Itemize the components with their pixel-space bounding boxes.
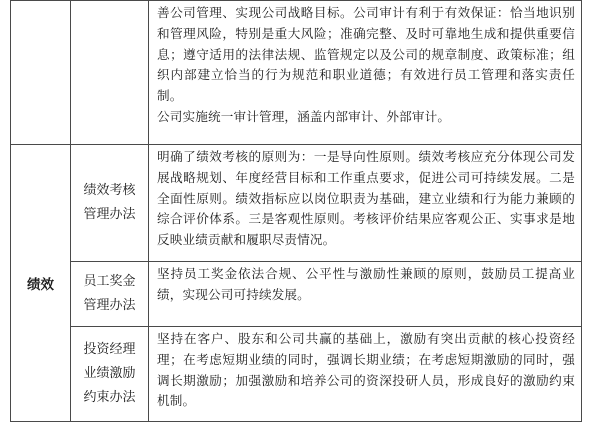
policy-name-cell: [71, 262, 149, 327]
policy-name-line: 投资经理: [83, 342, 136, 357]
policy-name-line: 绩效考核: [83, 183, 136, 198]
empty-name-cell: [71, 1, 149, 145]
policy-content-cell: 明确了绩效考核的原则为：一是导向性原则。绩效考核应充分体现公司发展战略规划、年度经营目标和工作重点要求，促进公司可持续发展。二是全面性原则。绩效指标应以岗位职责为基础，建立业绩和行为能力兼顾的综合评价体系。三是客观性原则。考核评价结果应客观公正、实事求是地反映业绩贡献和履职尽责情况。: [149, 145, 582, 262]
policy-name-line: 约束办法: [83, 390, 136, 405]
audit-content-cell: [149, 1, 582, 145]
table-row-performance-review: [11, 145, 582, 262]
policy-name-line: 管理办法: [83, 298, 136, 313]
audit-paragraph-1: 善公司管理、实现公司战略目标。公司审计有利于有效保证：恰当地识别和管理风险，特别是重大风险；准确完整、及时可靠地生成和提供重要信息；遵守适用的法律法规、监管规定以及公司的规章制度、政策标准；组织内部建立恰当的行为规范和职业道德；有效进行员工管理和落实责任制。: [157, 5, 575, 104]
policy-content-cell: 坚持员工奖金依法合规、公平性与激励性兼顾的原则，鼓励员工提高业绩，实现公司可持续发展。: [149, 262, 582, 327]
empty-category-cell: [11, 1, 71, 145]
policy-name-cell: [71, 145, 149, 262]
policy-content-cell: 坚持在客户、股东和公司共赢的基础上，激励有突出贡献的核心投资经理；在考虑短期业绩的同时，强调长期业绩；在考虑短期激励的同时，强调长期激励；加强激励和培养公司的资深投研人员，形成良好的激励约束机制。: [149, 327, 582, 422]
policy-name-cell: [71, 327, 149, 422]
policy-table: [10, 0, 582, 422]
category-cell: 绩效: [11, 145, 71, 422]
table-row-bonus: [11, 262, 582, 327]
audit-paragraph-2: 公司实施统一审计管理，涵盖内部审计、外部审计。: [157, 108, 451, 124]
table-row-audit: [11, 1, 582, 145]
policy-name-line: 管理办法: [83, 207, 136, 222]
policy-name-line: 员工奖金: [83, 274, 136, 289]
policy-name-line: 业绩激励: [83, 366, 136, 381]
table-row-incentive: [11, 327, 582, 422]
